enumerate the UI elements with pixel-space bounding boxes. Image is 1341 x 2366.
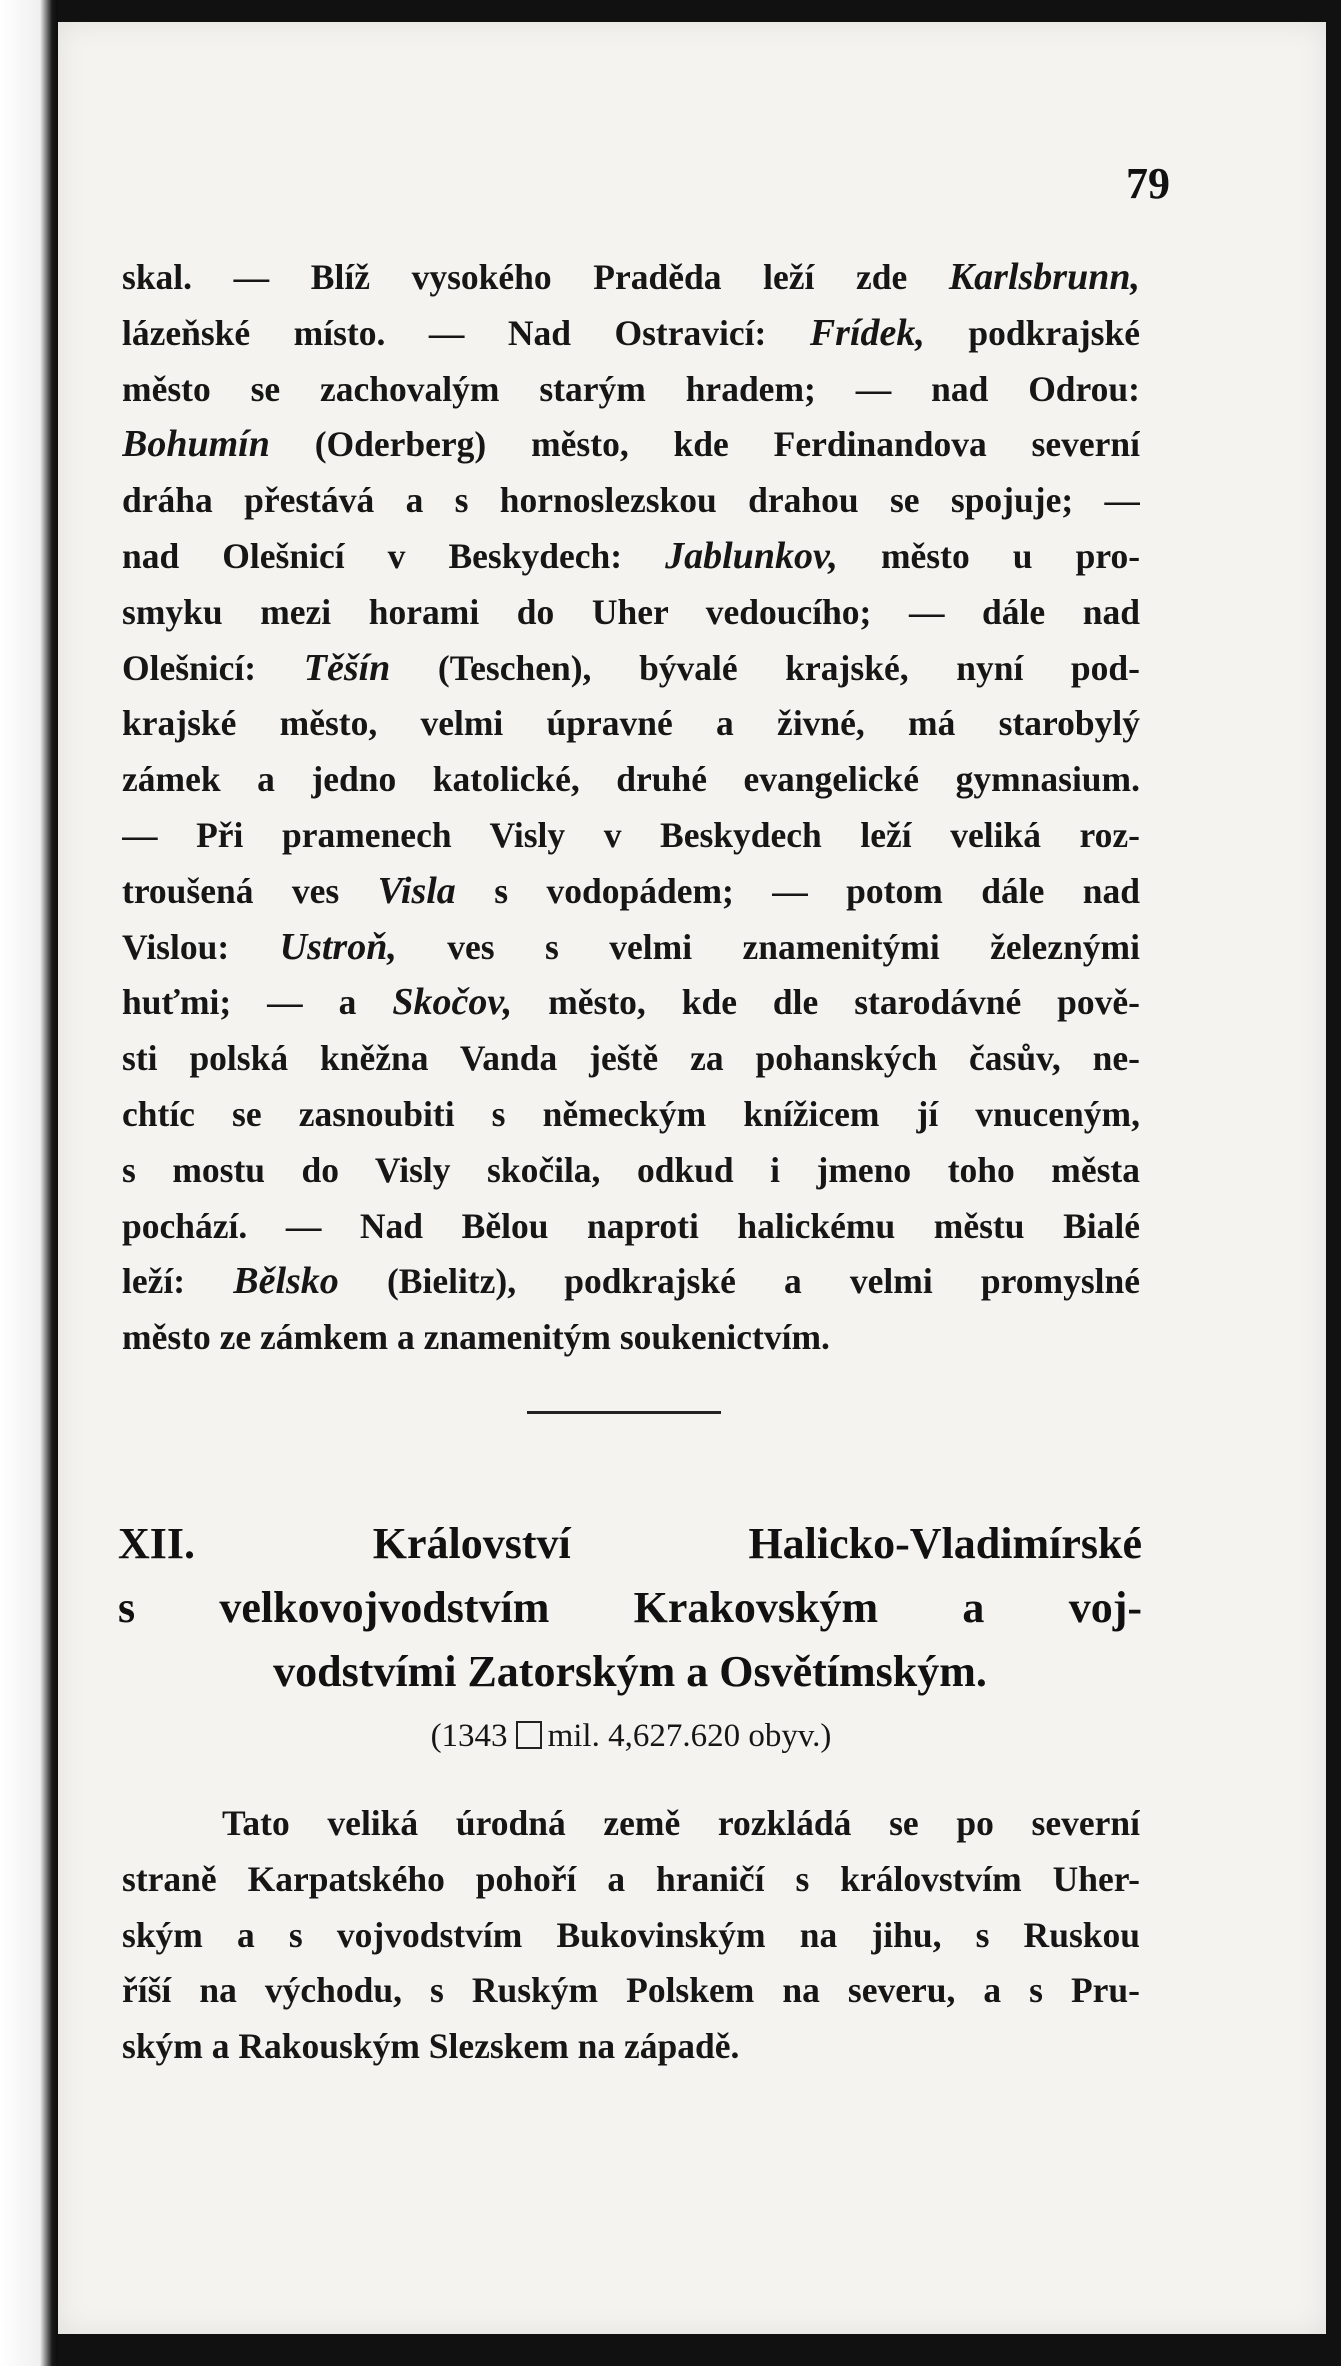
text-segment: město, kde dle starodávné pově- xyxy=(512,982,1140,1023)
text-segment: město se zachovalým starým hradem; — nad Odrou: xyxy=(122,368,1140,409)
text-line xyxy=(122,808,1140,864)
subtitle-area: (1343 xyxy=(430,1718,508,1754)
text-line xyxy=(122,250,1140,306)
text-line xyxy=(122,696,1140,752)
place-name-italic: Těšín xyxy=(303,646,391,689)
text-line xyxy=(122,362,1140,418)
text-line xyxy=(122,1143,1140,1199)
text-segment: (Teschen), bývalé krajské, nyní pod- xyxy=(390,647,1140,688)
text-line xyxy=(122,920,1140,976)
text-segment: — Při pramenech Visly v Beskydech leží veliká roz- xyxy=(122,814,1140,855)
book-spine-edge xyxy=(0,0,58,2366)
body-paragraph xyxy=(122,250,1140,1366)
text-segment: smyku mezi horami do Uher vedoucího; — dále nad xyxy=(122,591,1140,632)
text-segment: chtíc se zasnoubiti s německým knížicem jí vnuceným, xyxy=(122,1093,1140,1134)
text-segment: město ze zámkem a znamenitým soukenictvím. xyxy=(122,1317,830,1358)
text-line xyxy=(122,752,1140,808)
place-name-italic: Bělsko xyxy=(233,1260,339,1303)
text-line xyxy=(122,864,1140,920)
text-segment: (Oderberg) město, kde Ferdinandova severní xyxy=(269,424,1140,465)
text-segment: dráha přestává a s hornoslezskou drahou se spojuje; — xyxy=(122,480,1140,521)
text-line xyxy=(122,473,1140,529)
text-segment: zámek a jedno katolické, druhé evangelické gymnasium. xyxy=(122,759,1140,800)
place-name-italic: Skočov, xyxy=(392,981,513,1024)
text-segment: podkrajské xyxy=(924,312,1140,353)
text-segment: Vislou: xyxy=(122,926,280,967)
text-line xyxy=(122,1254,1140,1310)
text-segment: s mostu do Visly skočila, odkud i jmeno toho města xyxy=(122,1149,1140,1190)
text-segment: Olešnicí: xyxy=(122,647,304,688)
place-name-italic: Ustroň, xyxy=(279,925,397,968)
text-line xyxy=(122,306,1140,362)
text-segment: nad Olešnicí v Beskydech: xyxy=(122,535,666,576)
section-paragraph xyxy=(122,1796,1140,2075)
section-divider-rule xyxy=(527,1411,721,1414)
text-segment: troušená ves xyxy=(122,870,378,911)
place-name-italic: Visla xyxy=(377,869,456,912)
text-line: ským a Rakouským Slezskem na západě. xyxy=(122,2026,740,2067)
text-line xyxy=(122,529,1140,585)
text-segment: huťmi; — a xyxy=(122,982,393,1023)
text-segment: krajské město, velmi úpravné a živné, má starobylý xyxy=(122,703,1140,744)
text-line xyxy=(122,975,1140,1031)
text-line xyxy=(122,1031,1140,1087)
text-line: Tato veliká úrodná země rozkládá se po severní xyxy=(222,1803,1140,1843)
text-segment: leží: xyxy=(122,1261,234,1302)
place-name-italic: Jablunkov, xyxy=(665,534,838,577)
heading-line-1: XII. Království Halicko-Vladimírské xyxy=(118,1519,1142,1568)
section-subtitle xyxy=(122,1718,1140,1755)
text-segment: s vodopádem; — potom dále nad xyxy=(455,870,1140,911)
text-line xyxy=(122,1310,1140,1366)
text-segment: pochází. — Nad Bělou naproti halickému městu Bialé xyxy=(122,1205,1140,1246)
text-segment: (Bielitz), podkrajské a velmi promyslné xyxy=(338,1261,1140,1302)
text-segment: skal. — Blíž vysokého Praděda leží zde xyxy=(122,257,949,297)
place-name-italic: Bohumín xyxy=(122,423,270,466)
text-line xyxy=(122,1199,1140,1255)
text-segment: lázeňské místo. — Nad Ostravicí: xyxy=(122,312,810,353)
subtitle-population: mil. 4,627.620 obyv.) xyxy=(547,1718,832,1754)
text-line: ským a s vojvodstvím Bukovinským na jihu, s Ruskou xyxy=(122,1914,1140,1955)
text-segment: sti polská kněžna Vanda ještě za pohanských časův, ne- xyxy=(122,1038,1140,1079)
text-segment: město u pro- xyxy=(837,535,1140,576)
place-name-italic: Frídek, xyxy=(809,311,925,354)
section-heading xyxy=(118,1512,1142,1704)
text-line: straně Karpatského pohoří a hraničí s královstvím Uher- xyxy=(122,1858,1140,1899)
text-line xyxy=(122,1087,1140,1143)
heading-line-3: vodstvími Zatorským a Osvětímským. xyxy=(273,1647,987,1696)
square-unit-icon xyxy=(516,1721,542,1749)
place-name-italic: Karlsbrunn, xyxy=(948,256,1140,298)
page-number: 79 xyxy=(1126,159,1170,208)
text-line xyxy=(122,417,1140,473)
text-line xyxy=(122,641,1140,697)
text-segment: ves s velmi znamenitými železnými xyxy=(396,926,1140,967)
text-line xyxy=(122,585,1140,641)
text-line: říší na východu, s Ruským Polskem na severu, a s Pru- xyxy=(122,1970,1140,2011)
heading-line-2: s velkovojvodstvím Krakovským a voj- xyxy=(118,1583,1142,1632)
